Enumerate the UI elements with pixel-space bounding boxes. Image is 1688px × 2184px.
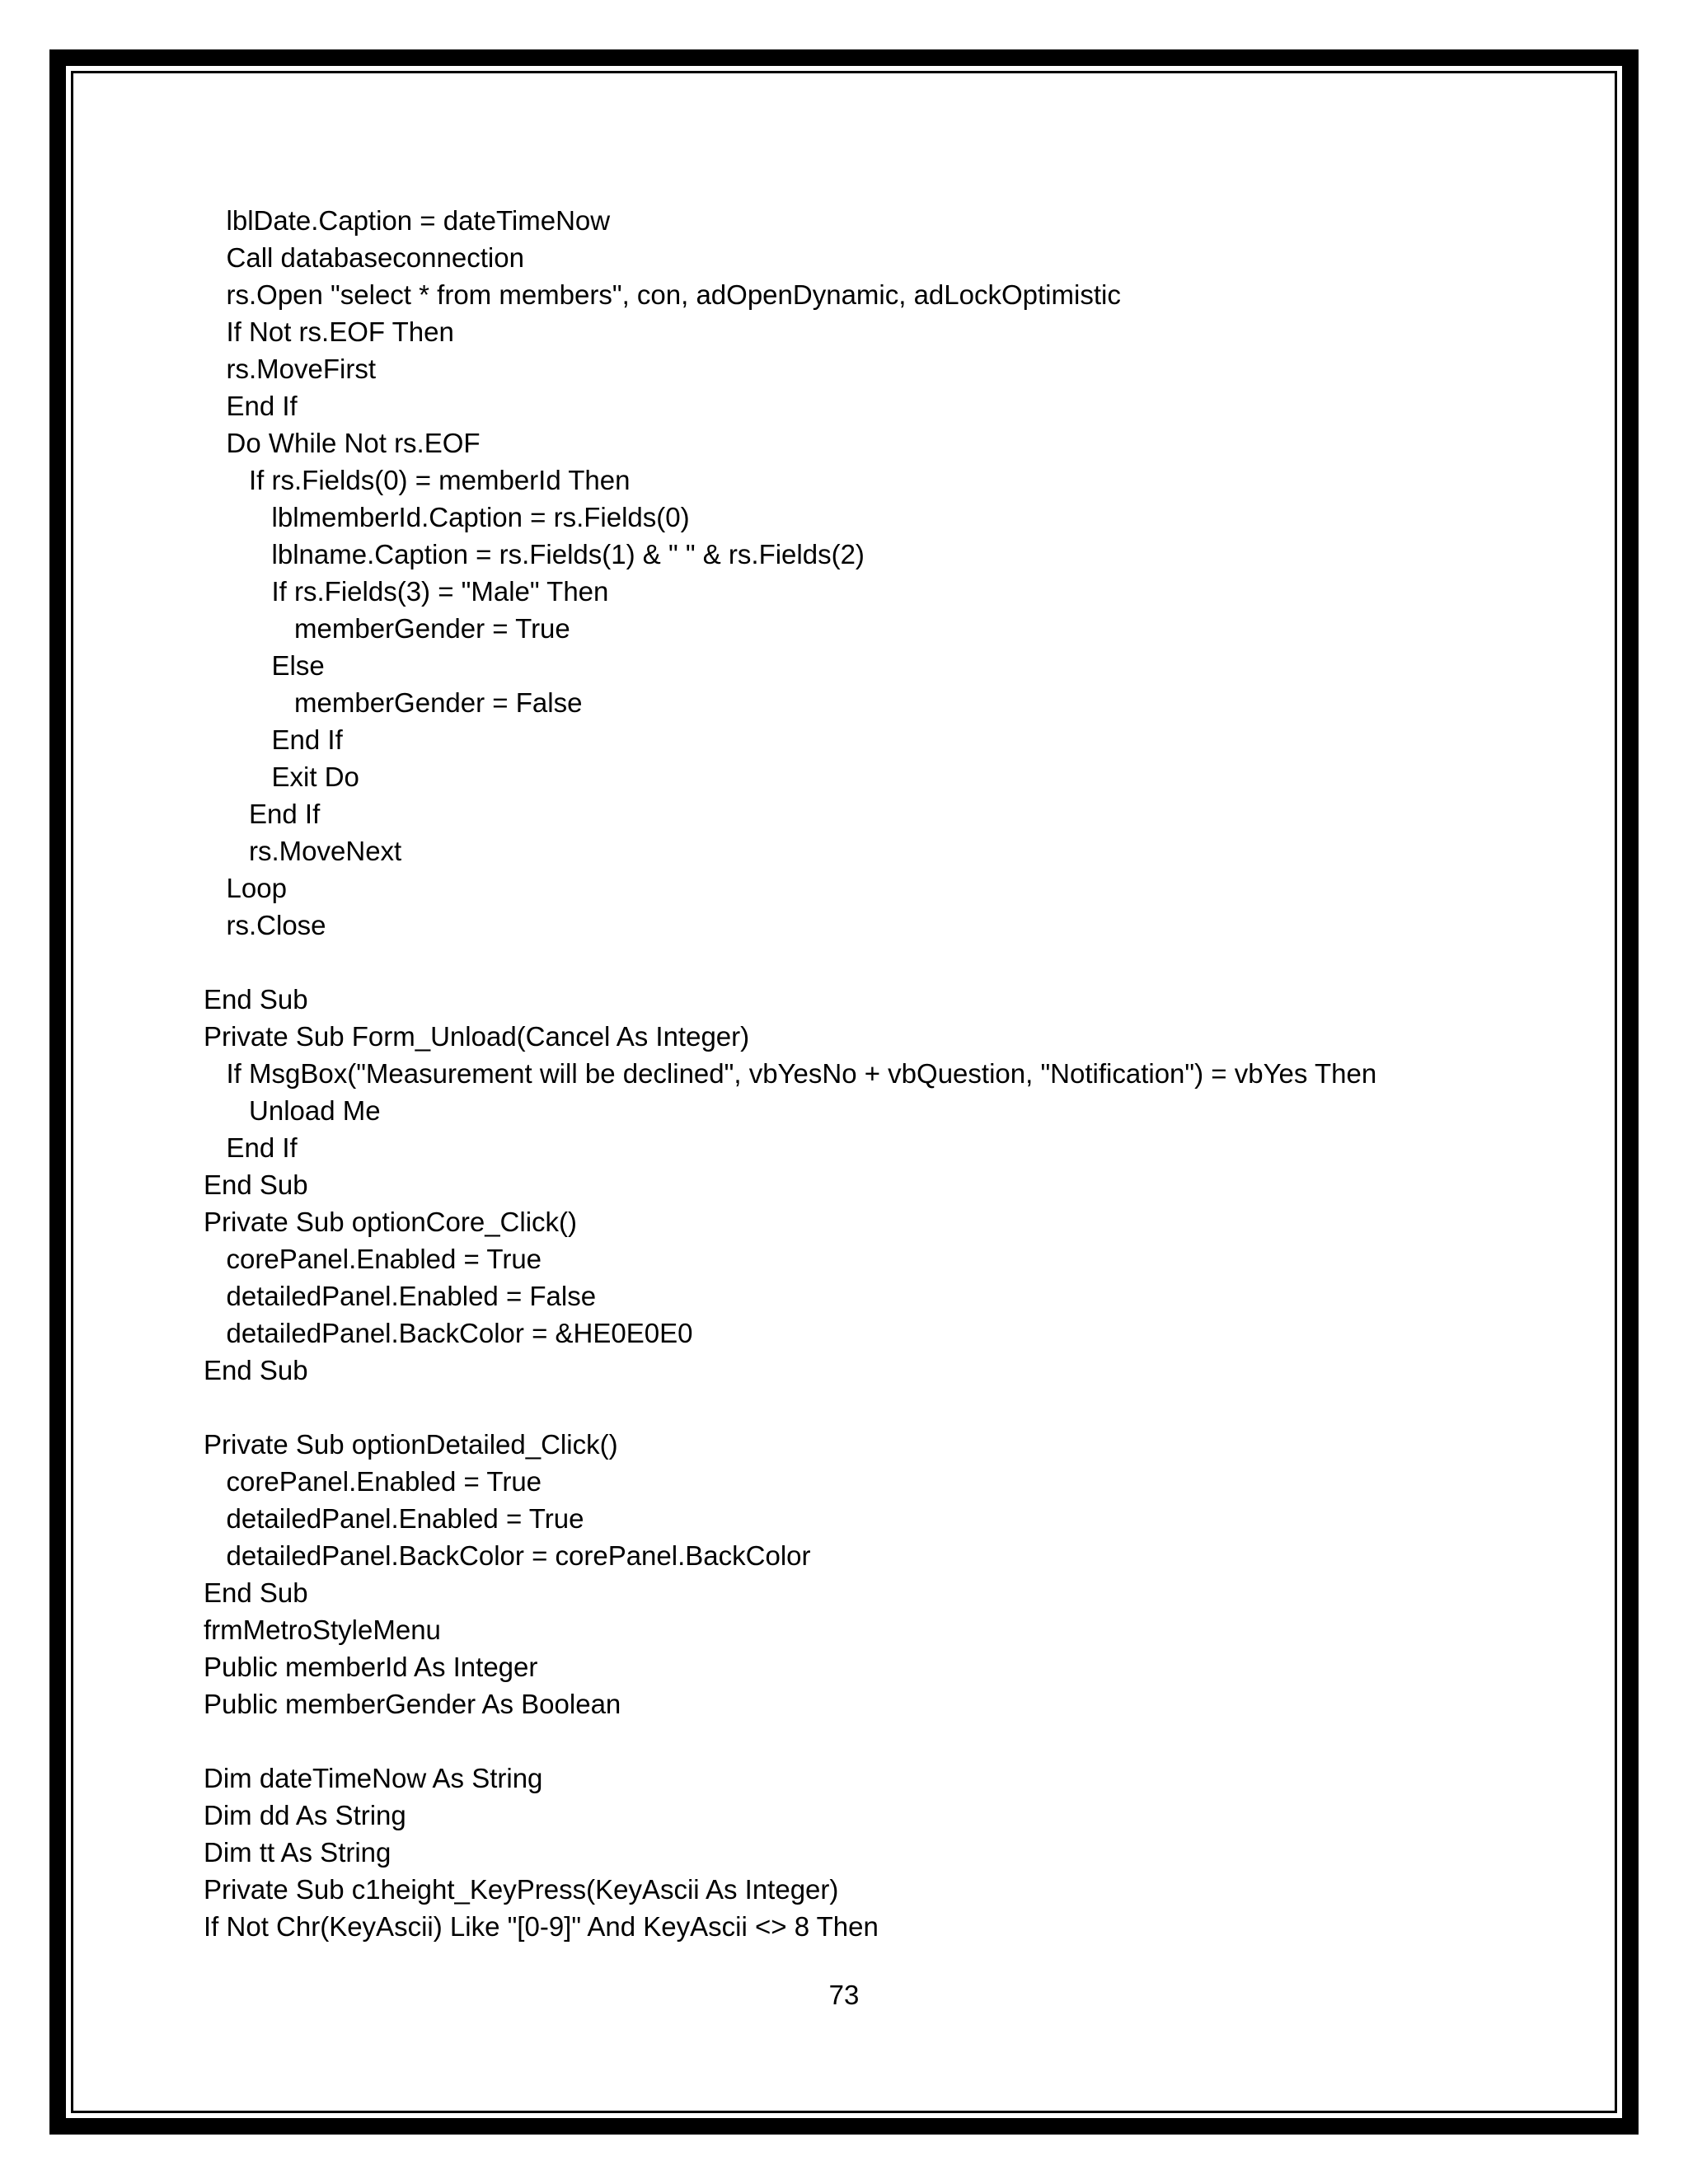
code-line: Private Sub optionCore_Click() xyxy=(204,1207,578,1237)
code-line: End Sub xyxy=(204,984,308,1015)
code-line: Dim tt As String xyxy=(204,1837,392,1868)
code-line: Private Sub optionDetailed_Click() xyxy=(204,1429,618,1460)
code-line: Private Sub Form_Unload(Cancel As Integer) xyxy=(204,1021,750,1052)
code-line: memberGender = False xyxy=(204,687,583,718)
code-line: Public memberId As Integer xyxy=(204,1652,538,1682)
code-line xyxy=(204,944,1564,981)
code-line: If MsgBox("Measurement will be declined", vbYesNo + vbQuestion, "Notification") = vbYes Then xyxy=(204,1058,1377,1089)
code-line xyxy=(204,1389,1564,1426)
code-line: rs.MoveNext xyxy=(204,836,402,866)
code-line: Dim dd As String xyxy=(204,1800,406,1830)
code-line: rs.Open "select * from members", con, adOpenDynamic, adLockOptimistic xyxy=(204,279,1121,310)
code-line: Call databaseconnection xyxy=(204,242,524,273)
code-line xyxy=(204,1722,1564,1760)
code-line: Unload Me xyxy=(204,1095,381,1126)
code-line: If Not rs.EOF Then xyxy=(204,316,454,347)
code-line: If rs.Fields(0) = memberId Then xyxy=(204,465,631,495)
code-line: Dim dateTimeNow As String xyxy=(204,1763,543,1793)
code-line: If rs.Fields(3) = "Male" Then xyxy=(204,576,609,607)
code-line: corePanel.Enabled = True xyxy=(204,1466,542,1497)
code-line: corePanel.Enabled = True xyxy=(204,1244,542,1274)
code-line: End Sub xyxy=(204,1577,308,1608)
code-line: lblname.Caption = rs.Fields(1) & " " & rs.Fields(2) xyxy=(204,539,865,569)
code-line: Loop xyxy=(204,873,287,903)
code-line: Else xyxy=(204,650,325,681)
code-line: Exit Do xyxy=(204,762,359,792)
code-line: End If xyxy=(204,724,343,755)
code-line: rs.MoveFirst xyxy=(204,354,377,384)
code-line: detailedPanel.Enabled = True xyxy=(204,1503,584,1534)
code-line: frmMetroStyleMenu xyxy=(204,1615,441,1645)
code-listing xyxy=(204,202,1564,1945)
code-line: detailedPanel.BackColor = &HE0E0E0 xyxy=(204,1318,693,1348)
code-line: lblmemberId.Caption = rs.Fields(0) xyxy=(204,502,690,532)
code-line: detailedPanel.BackColor = corePanel.BackColor xyxy=(204,1540,811,1571)
code-line: End Sub xyxy=(204,1355,308,1385)
code-line: End Sub xyxy=(204,1169,308,1200)
code-line: If Not Chr(KeyAscii) Like "[0-9]" And KeyAscii <> 8 Then xyxy=(204,1911,879,1942)
code-line: End If xyxy=(204,391,298,421)
code-line: End If xyxy=(204,799,321,829)
code-line: lblDate.Caption = dateTimeNow xyxy=(204,205,611,236)
code-line: End If xyxy=(204,1132,298,1163)
code-line: Public memberGender As Boolean xyxy=(204,1689,621,1719)
code-line: memberGender = True xyxy=(204,613,570,644)
code-line: rs.Close xyxy=(204,910,326,940)
code-line: Private Sub c1height_KeyPress(KeyAscii As Integer) xyxy=(204,1874,839,1905)
page-number: 73 xyxy=(828,1980,860,2010)
code-line: Do While Not rs.EOF xyxy=(204,428,481,458)
code-line: detailedPanel.Enabled = False xyxy=(204,1281,597,1311)
